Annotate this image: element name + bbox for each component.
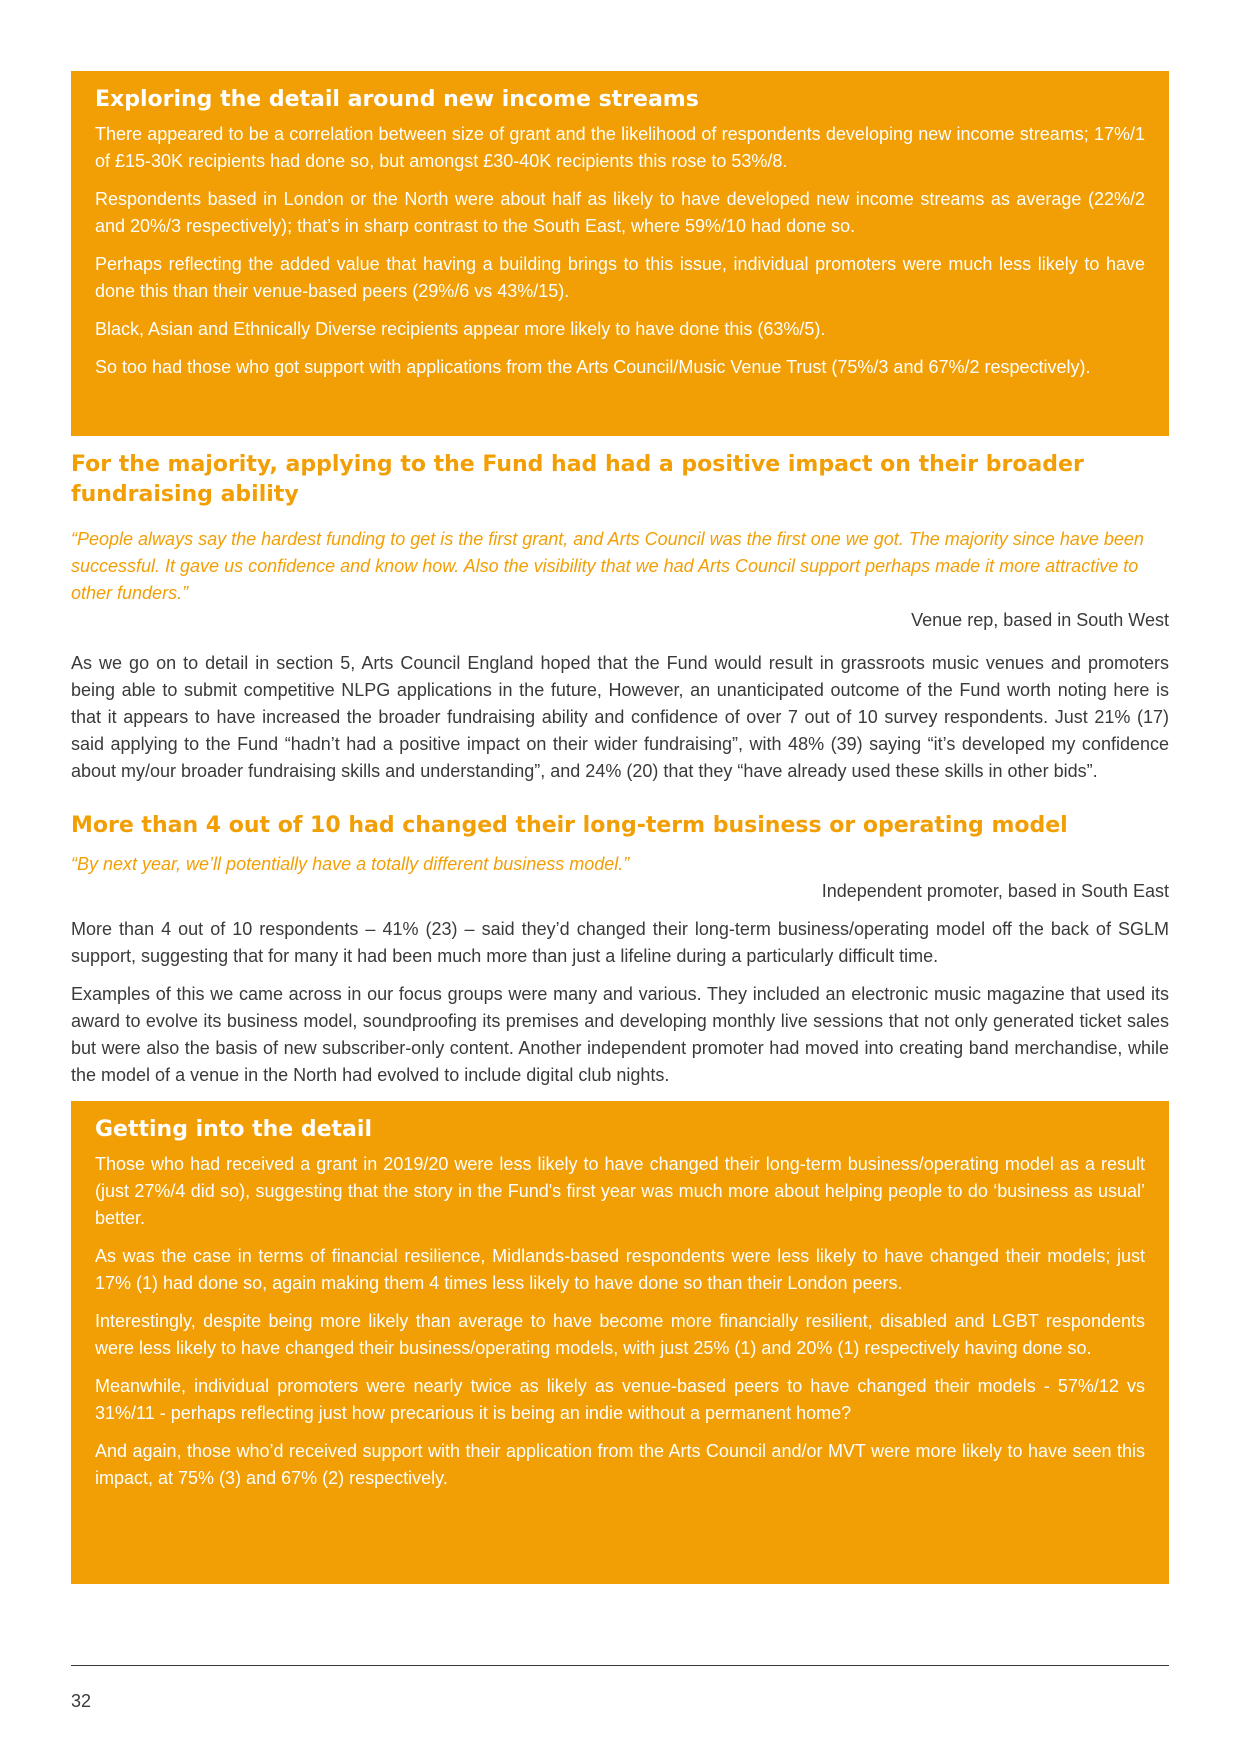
business-model-section-title: More than 4 out of 10 had changed their long-term business or operating model bbox=[71, 813, 1068, 838]
income-streams-paragraph: There appeared to be a correlation between size of grant and the likelihood of respondents developing new income streams; 17%/1 of £15-30K recipients had done so, but amongst £30-40K recipients this rose to 53%/8. bbox=[95, 124, 1145, 171]
detail-paragraph: Interestingly, despite being more likely than average to have become more financially resilient, disabled and LGBT respondents were less likely to have changed their business/operating models, with just 25% (1) and 20% (1) respectively having done so. bbox=[95, 1311, 1145, 1358]
business-model-examples-paragraph: Examples of this we came across in our focus groups were many and various. They included an electronic music magazine that used its award to evolve its business model, soundproofing its premises and developing monthly live sessions that not only generated ticket sales but were also the basis of new subscriber-only content. Another independent promoter had moved into creating band merchandise, while the model of a venue in the North had evolved to include digital club nights. bbox=[71, 984, 1169, 1085]
fundraising-quote: “People always say the hardest funding to get is the first grant, and Arts Council was the first one we got. The majority since have been successful. It gave us confidence and know how. Also the visibility that we had Arts Council support perhaps made it more attractive to other funders.” bbox=[71, 529, 1144, 603]
footer-rule bbox=[71, 1665, 1169, 1666]
getting-into-detail-box bbox=[71, 1101, 1169, 1584]
income-streams-paragraph: So too had those who got support with applications from the Arts Council/Music Venue Trust (75%/3 and 67%/2 respectively). bbox=[95, 357, 1091, 377]
fundraising-body-paragraph: As we go on to detail in section 5, Arts Council England hoped that the Fund would result in grassroots music venues and promoters being able to submit competitive NLPG applications in the future, However, an unanticipated outcome of the Fund worth noting here is that it appears to have increased the broader fundraising ability and confidence of over 7 out of 10 survey respondents. Just 21% (17) said applying to the Fund “hadn’t had a positive impact on their wider fundraising”, with 48% (39) saying “it’s developed my confidence about my/our broader fundraising skills and understanding”, and 24% (20) that they “have already used these skills in other bids”. bbox=[71, 653, 1169, 781]
business-model-quote-attribution: Independent promoter, based in South East bbox=[821, 881, 1169, 901]
detail-paragraph: Meanwhile, individual promoters were nearly twice as likely as venue-based peers to have changed their models - 57%/12 vs 31%/11 - perhaps reflecting just how precarious it is being an indie without a permanent home? bbox=[95, 1376, 1145, 1423]
fundraising-quote-attribution: Venue rep, based in South West bbox=[911, 610, 1169, 630]
getting-into-detail-title: Getting into the detail bbox=[95, 1117, 372, 1142]
business-model-quote: “By next year, we’ll potentially have a totally different business model.” bbox=[71, 854, 630, 874]
income-streams-paragraph: Perhaps reflecting the added value that having a building brings to this issue, individual promoters were much less likely to have done this than their venue-based peers (29%/6 vs 43%/15). bbox=[95, 254, 1145, 301]
fundraising-section-title: For the majority, applying to the Fund had had a positive impact on their broader fundraising ability bbox=[71, 452, 1084, 507]
income-streams-detail-box bbox=[71, 71, 1169, 436]
income-streams-paragraph: Black, Asian and Ethnically Diverse recipients appear more likely to have done this (63%/5). bbox=[95, 319, 826, 339]
business-model-body-paragraph: More than 4 out of 10 respondents – 41% (23) – said they’d changed their long-term business/operating model off the back of SGLM support, suggesting that for many it had been much more than just a lifeline during a particularly difficult time. bbox=[71, 919, 1169, 966]
income-streams-detail-title: Exploring the detail around new income streams bbox=[95, 87, 699, 112]
detail-paragraph: As was the case in terms of financial resilience, Midlands-based respondents were less likely to have changed their models; just 17% (1) had done so, again making them 4 times less likely to have done so than their London peers. bbox=[95, 1246, 1145, 1293]
detail-paragraph: And again, those who’d received support with their application from the Arts Council and/or MVT were more likely to have seen this impact, at 75% (3) and 67% (2) respectively. bbox=[95, 1441, 1145, 1488]
detail-paragraph: Those who had received a grant in 2019/20 were less likely to have changed their long-term business/operating model as a result (just 27%/4 did so), suggesting that the story in the Fund's first year was much more about helping people to do ‘business as usual’ better. bbox=[95, 1154, 1145, 1228]
page-number: 32 bbox=[71, 1691, 92, 1711]
page-content bbox=[71, 71, 1169, 1584]
income-streams-paragraph: Respondents based in London or the North were about half as likely to have developed new income streams as average (22%/2 and 20%/3 respectively); that’s in sharp contrast to the South East, where 59%/10 had done so. bbox=[95, 189, 1145, 236]
